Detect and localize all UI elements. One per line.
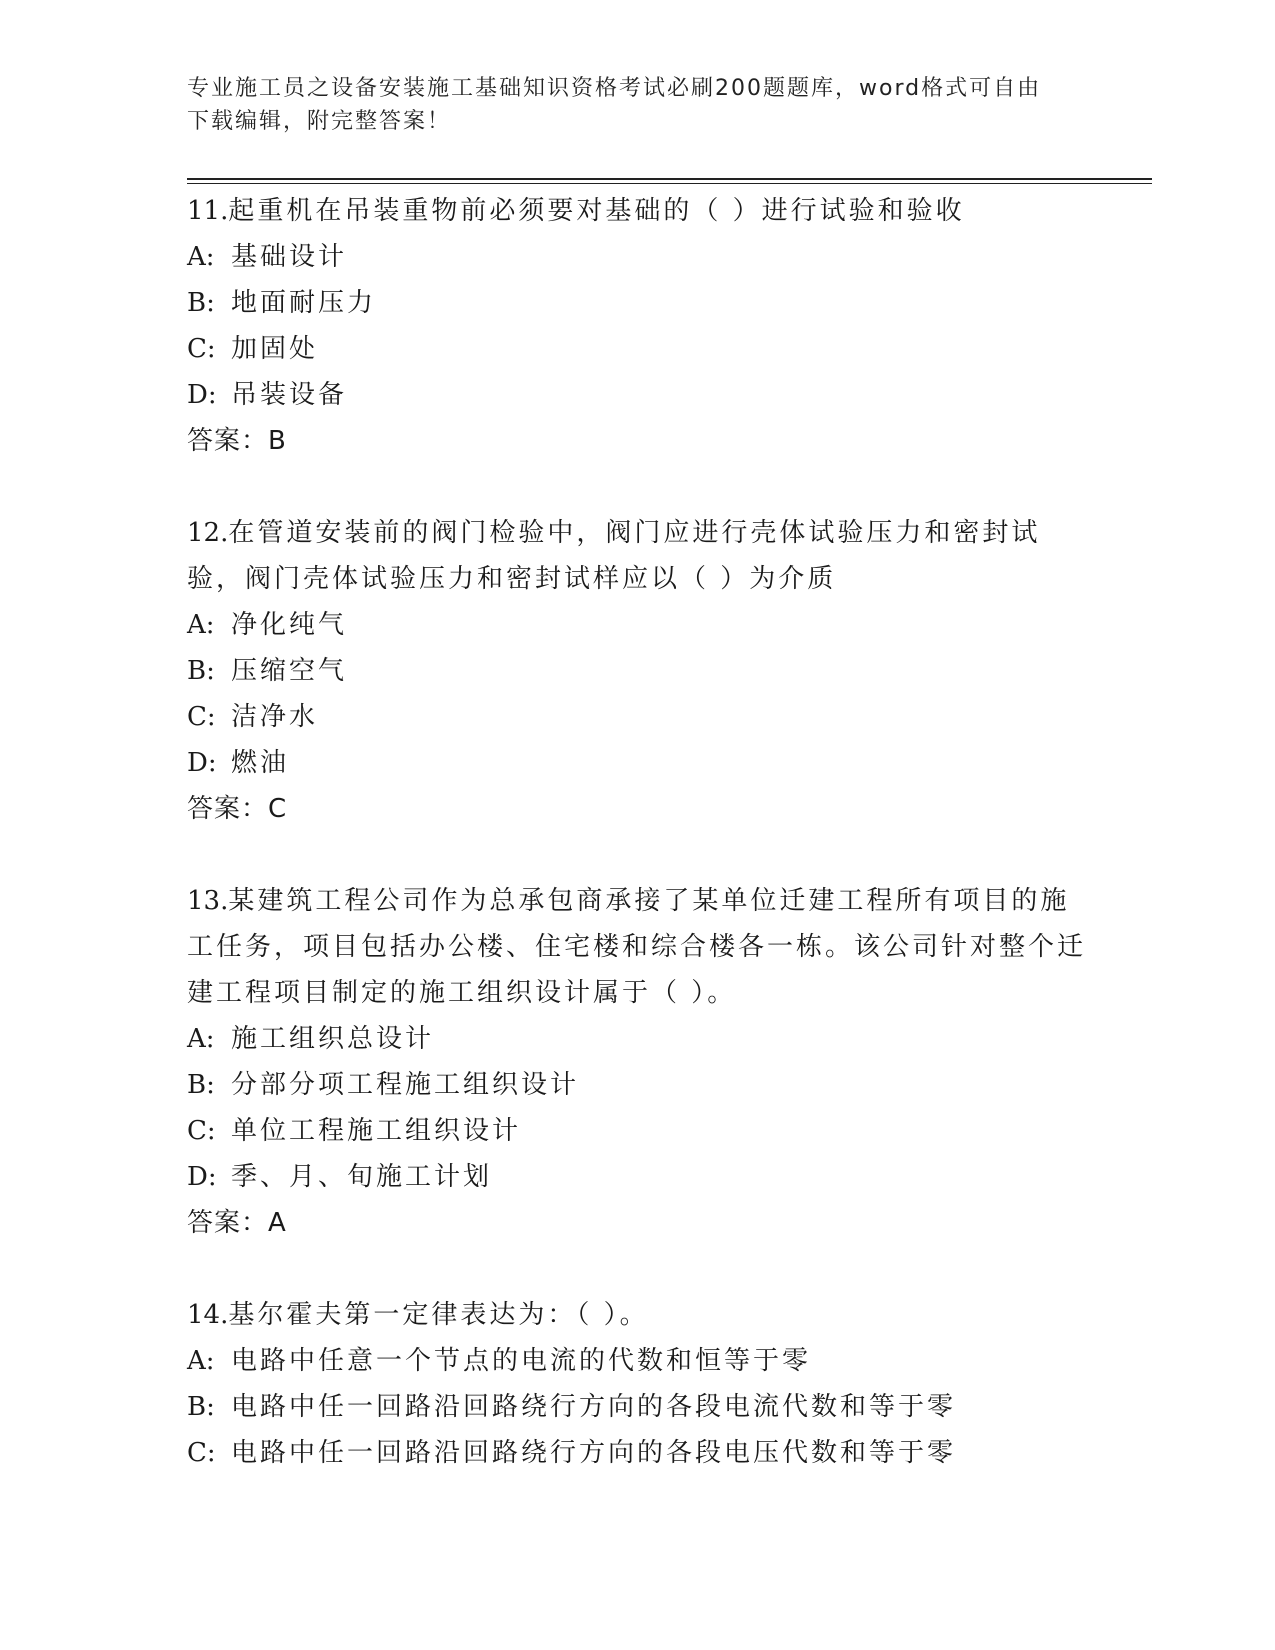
option-letter: A:: [187, 1346, 215, 1376]
answer-label: 答案：: [187, 1208, 269, 1238]
option-text: 净化纯气: [231, 610, 348, 640]
question-number: 14.: [187, 1300, 229, 1330]
option-text: 电路中任一回路沿回路绕行方向的各段电流代数和等于零: [231, 1392, 957, 1422]
question-11: [187, 188, 1092, 464]
question-text: 起重机在吊装重物前必须要对基础的（ ）进行试验和验收: [228, 196, 965, 226]
option-letter: B:: [187, 1070, 215, 1100]
option-b: [187, 1384, 1092, 1430]
option-text: 吊装设备: [231, 380, 348, 410]
option-text: 电路中任一回路沿回路绕行方向的各段电压代数和等于零: [231, 1438, 957, 1468]
option-b: [187, 280, 1092, 326]
option-letter: D:: [187, 1162, 217, 1192]
question-stem: [187, 510, 1092, 602]
header-line-2: 下载编辑，附完整答案！: [187, 109, 452, 134]
option-text: 分部分项工程施工组织设计: [231, 1070, 580, 1100]
option-c: [187, 326, 1092, 372]
option-letter: C:: [187, 1438, 216, 1468]
option-letter: C:: [187, 702, 216, 732]
option-c: [187, 1108, 1092, 1154]
spacer: [187, 464, 1092, 510]
option-letter: D:: [187, 380, 217, 410]
option-letter: B:: [187, 288, 215, 318]
option-text: 洁净水: [231, 702, 319, 732]
option-letter: A:: [187, 610, 215, 640]
answer-value: B: [268, 426, 287, 456]
option-d: [187, 372, 1092, 418]
answer-label: 答案：: [187, 426, 269, 456]
answer-value: C: [268, 794, 288, 824]
answer-value: A: [268, 1208, 287, 1238]
option-text: 压缩空气: [231, 656, 348, 686]
option-letter: D:: [187, 748, 217, 778]
answer-line: [187, 418, 1092, 464]
document-header: [187, 72, 1087, 138]
option-c: [187, 694, 1092, 740]
option-text: 电路中任意一个节点的电流的代数和恒等于零: [231, 1346, 812, 1376]
header-line-1: 专业施工员之设备安装施工基础知识资格考试必刷200题题库，word格式可自由: [187, 76, 1042, 101]
option-text: 燃油: [231, 748, 290, 778]
question-number: 12.: [187, 518, 229, 548]
question-text: 某建筑工程公司作为总承包商承接了某单位迁建工程所有项目的施工任务，项目包括办公楼、住宅楼和综合楼各一栋。该公司针对整个迁建工程项目制定的施工组织设计属于（ ）。: [187, 886, 1087, 1008]
option-b: [187, 1062, 1092, 1108]
answer-line: [187, 786, 1092, 832]
option-text: 加固处: [231, 334, 319, 364]
question-number: 11.: [187, 196, 229, 226]
option-a: [187, 602, 1092, 648]
question-stem: [187, 188, 1092, 234]
option-d: [187, 740, 1092, 786]
option-c: [187, 1430, 1092, 1476]
question-text: 在管道安装前的阀门检验中，阀门应进行壳体试验压力和密封试验，阀门壳体试验压力和密封试样应以（ ）为介质: [187, 518, 1041, 594]
option-text: 地面耐压力: [231, 288, 377, 318]
question-stem: [187, 1292, 1092, 1338]
option-text: 基础设计: [231, 242, 348, 272]
option-text: 单位工程施工组织设计: [231, 1116, 522, 1146]
question-list: [187, 188, 1092, 1476]
option-letter: C:: [187, 1116, 216, 1146]
option-text: 施工组织总设计: [231, 1024, 435, 1054]
spacer: [187, 1246, 1092, 1292]
answer-line: [187, 1200, 1092, 1246]
option-letter: C:: [187, 334, 216, 364]
option-text: 季、月、旬施工计划: [231, 1162, 493, 1192]
option-b: [187, 648, 1092, 694]
option-d: [187, 1154, 1092, 1200]
option-letter: B:: [187, 1392, 215, 1422]
answer-label: 答案：: [187, 794, 269, 824]
question-13: [187, 878, 1092, 1246]
option-letter: A:: [187, 1024, 215, 1054]
option-letter: B:: [187, 656, 215, 686]
question-12: [187, 510, 1092, 832]
spacer: [187, 832, 1092, 878]
option-a: [187, 1338, 1092, 1384]
question-14: [187, 1292, 1092, 1476]
option-letter: A:: [187, 242, 215, 272]
question-text: 基尔霍夫第一定律表达为：（ ）。: [228, 1300, 649, 1330]
question-stem: [187, 878, 1092, 1016]
option-a: [187, 234, 1092, 280]
header-divider-thin: [187, 183, 1152, 184]
question-number: 13.: [187, 886, 229, 916]
option-a: [187, 1016, 1092, 1062]
header-divider-thick: [187, 178, 1152, 180]
